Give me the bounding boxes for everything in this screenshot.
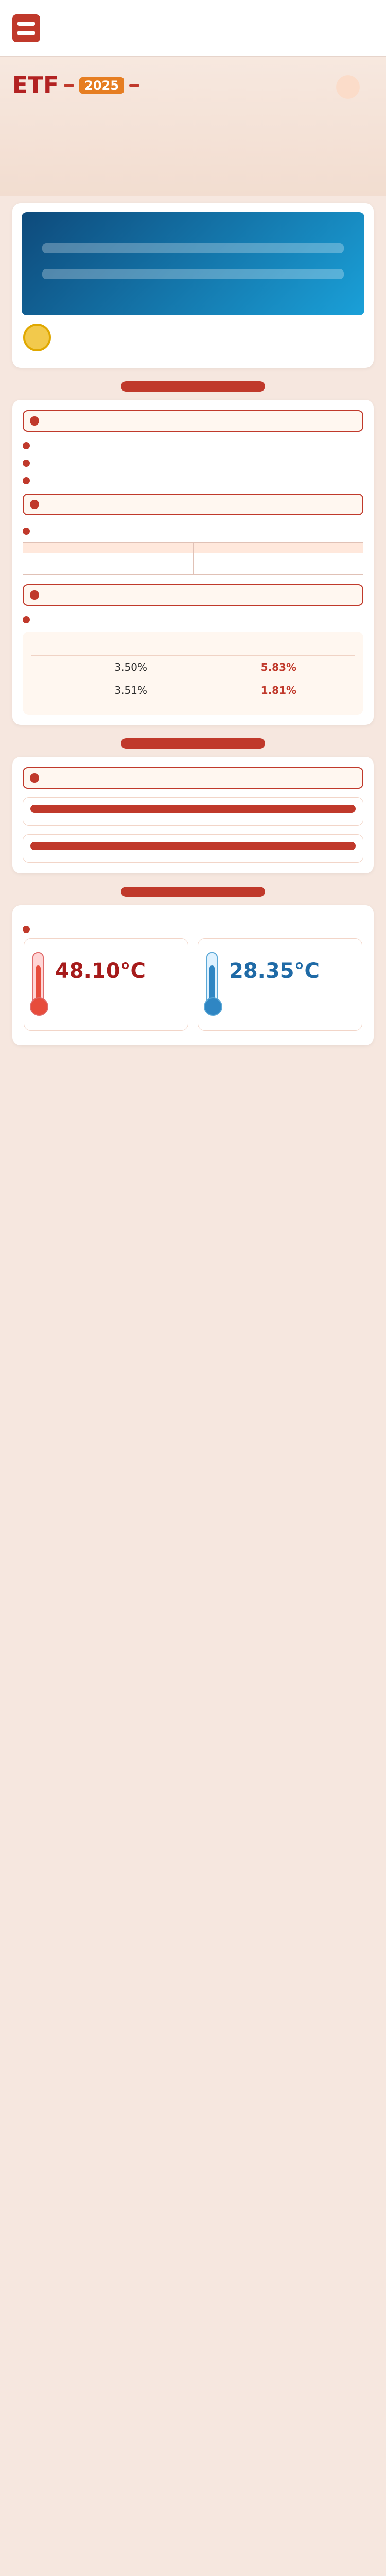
info-table — [23, 542, 363, 575]
temperature-right-value: 28.35°C — [229, 959, 320, 983]
temperature-widgets — [23, 938, 363, 1031]
hero-banner — [0, 57, 386, 196]
info-table-cell — [193, 553, 363, 564]
bullet-mark-icon — [23, 477, 30, 484]
series-etf: ETF — [12, 72, 59, 98]
series-hot — [64, 84, 74, 87]
coin-decoration-icon — [317, 64, 379, 110]
signal-title-2 — [30, 842, 356, 850]
q1-point-1 — [23, 438, 363, 449]
q1-point-3 — [23, 473, 363, 484]
info-table-cell — [23, 564, 194, 575]
q3-text-block — [23, 612, 363, 623]
info-table-cell — [23, 553, 194, 564]
series-issue — [129, 84, 139, 87]
q2-bar — [23, 494, 363, 515]
info-table-header-1 — [23, 543, 194, 553]
signal-card-2 — [23, 834, 363, 863]
q1-bar — [23, 410, 363, 432]
bullet-mark-icon — [23, 460, 30, 467]
bullet-mark-icon — [23, 442, 30, 449]
signal-card-1 — [23, 797, 363, 826]
cell-value: 3.50% — [60, 656, 202, 679]
intro-content — [22, 324, 364, 351]
info-table-row — [23, 553, 363, 564]
q1-point-2 — [23, 455, 363, 467]
data-header-2 — [60, 645, 202, 656]
cell-value: 3.51% — [60, 679, 202, 702]
deep-dive-section — [12, 400, 374, 725]
dividend-data-card — [23, 632, 363, 715]
bullet-mark-icon — [23, 926, 30, 933]
section-temperature-pill — [121, 887, 265, 897]
bullet-mark-icon — [23, 528, 30, 535]
section-deep-dive-pill — [121, 381, 265, 392]
question-icon — [30, 773, 39, 783]
q2-text-block — [23, 523, 363, 535]
cell-label — [31, 656, 60, 679]
table-row — [31, 679, 355, 702]
bullet-mark-icon — [23, 616, 30, 623]
top-bar — [0, 0, 386, 57]
cell-label — [31, 679, 60, 702]
intro-card — [12, 203, 374, 368]
coin-stack-icon — [22, 324, 52, 351]
signals-section — [12, 757, 374, 873]
temperature-right — [198, 938, 362, 1031]
temperature-text — [23, 922, 363, 933]
data-header-1 — [31, 645, 60, 656]
intro-image — [22, 212, 364, 315]
section-signals-pill — [121, 738, 265, 749]
temperature-section — [12, 905, 374, 1045]
thermometer-cool-icon — [206, 952, 218, 1011]
info-table-row — [23, 564, 363, 575]
signals-question — [23, 767, 363, 789]
series-year: 2025 — [79, 77, 124, 94]
signal-title-1 — [30, 805, 356, 813]
temperature-left-value: 48.10°C — [55, 959, 146, 983]
brand-logo — [12, 14, 46, 42]
question-icon — [30, 590, 39, 600]
thermometer-hot-icon — [32, 952, 44, 1011]
data-header-3 — [202, 645, 355, 656]
table-row — [31, 656, 355, 679]
cell-value-highlight: 1.81% — [202, 679, 355, 702]
cell-value-highlight: 5.83% — [202, 656, 355, 679]
data-table — [31, 645, 355, 702]
info-table-header-2 — [193, 543, 363, 553]
q3-bar — [23, 584, 363, 606]
brand-mark-icon — [12, 14, 40, 42]
temperature-left — [24, 938, 188, 1031]
question-icon — [30, 500, 39, 509]
info-table-cell — [193, 564, 363, 575]
question-icon — [30, 416, 39, 426]
